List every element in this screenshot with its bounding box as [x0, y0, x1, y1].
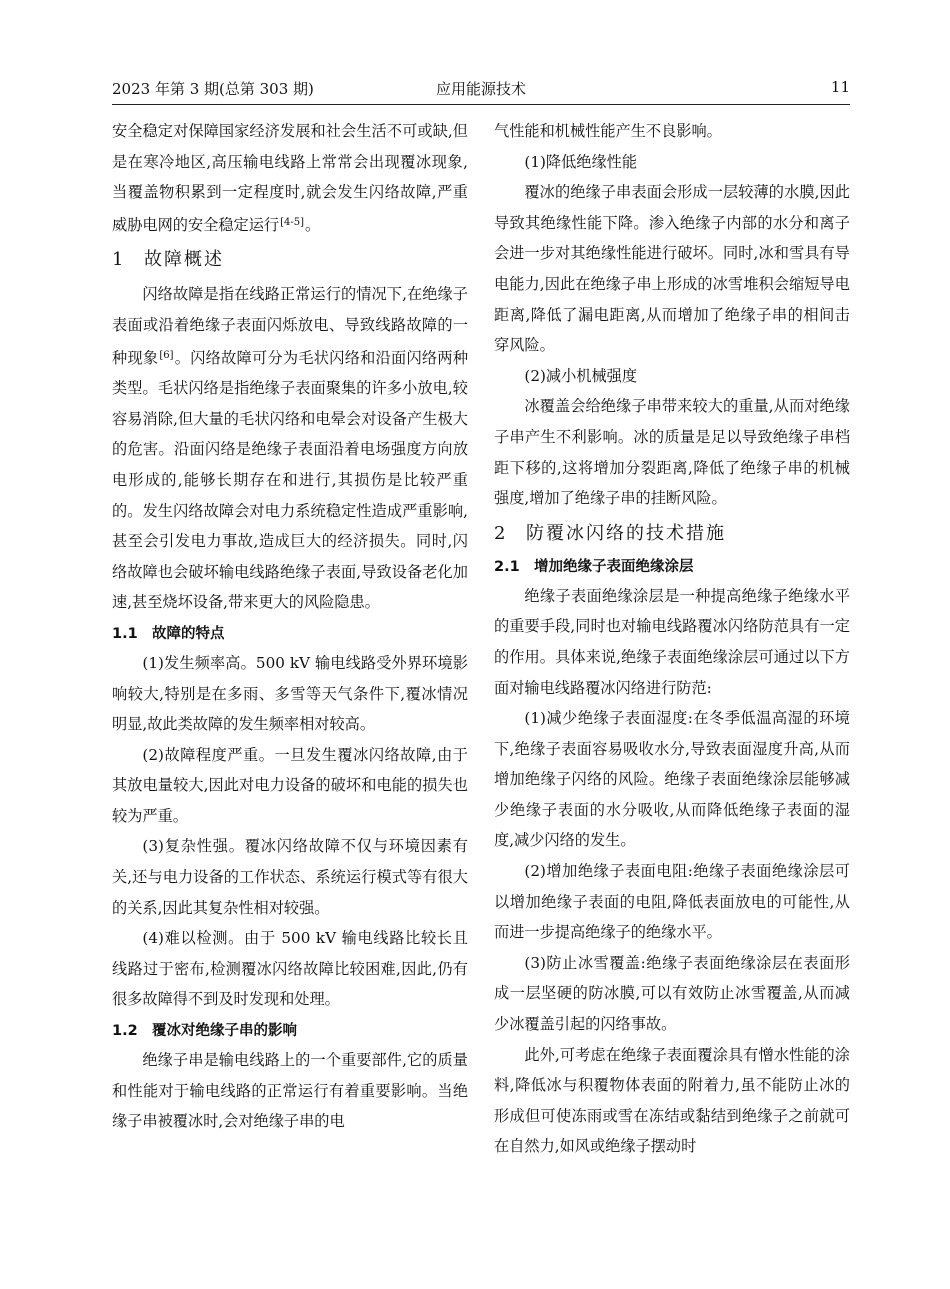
- paragraph: (3)防止冰雪覆盖:绝缘子表面绝缘涂层在表面形成一层坚硬的防冰膜,可以有效防止冰雪覆盖,从而减少冰覆盖引起的闪络事故。: [494, 953, 850, 1034]
- paragraph: 覆冰的绝缘子串表面会形成一层较薄的水膜,因此导致其绝缘性能下降。渗入绝缘子内部的水分和离子会进一步对其绝缘性能进行破坏。同时,冰和雪具有导电能力,因此在绝缘子串上形成的冰雪堆积会缩短导电距离,降低了漏电距离,从而增加了绝缘子串的相间击穿风险。: [494, 183, 850, 355]
- paragraph: 绝缘子串是输电线路上的一个重要部件,它的质量和性能对于输电线路的正常运行有着重要影响。当绝缘子串被覆冰时,会对绝缘子串的电: [112, 1051, 468, 1131]
- page-number: 11: [830, 78, 850, 96]
- paragraph: (4)难以检测。由于 500 kV 输电线路比较长且线路过于密布,检测覆冰闪络故障比较困难,因此,仍有很多故障得不到及时发现和处理。: [112, 929, 468, 1009]
- citation[interactable]: [6]: [159, 349, 174, 361]
- section-2-1-heading: 2.1 增加绝缘子表面绝缘涂层: [494, 558, 694, 575]
- intro-paragraph: 安全稳定对保障国家经济发展和社会生活不可或缺,但是在寒冷地区,高压输电线路上常常会出现覆冰现象,当覆盖物积累到一定程度时,就会发生闪络故障,严重威胁电网的安全稳定运行[4-5]。: [112, 122, 468, 234]
- paragraph: (1)减少绝缘子表面湿度:在冬季低温高湿的环境下,绝缘子表面容易吸收水分,导致表面湿度升高,从而增加绝缘子闪络的风险。绝缘子表面绝缘涂层能够减少绝缘子表面的水分吸收,从而降低绝缘子表面的湿度,减少闪络的发生。: [494, 709, 850, 850]
- left-column: [112, 116, 468, 1137]
- paragraph: 绝缘子表面绝缘涂层是一种提高绝缘子绝缘水平的重要手段,同时也对输电线路覆冰闪络防范具有一定的作用。具体来说,绝缘子表面绝缘涂层可通过以下方面对输电线路覆冰闪络进行防范:: [494, 586, 850, 697]
- paragraph: 气性能和机械性能产生不良影响。: [494, 122, 722, 140]
- running-header: [112, 72, 850, 105]
- section-2-heading: 2 防覆冰闪络的技术措施: [494, 522, 726, 544]
- right-column: [494, 116, 850, 1162]
- paragraph: 此外,可考虑在绝缘子表面覆涂具有憎水性能的涂料,降低冰与积覆物体表面的附着力,虽不能防止冰的形成但可使冻雨或雪在冻结或黏结到绝缘子之前就可在自然力,如风或绝缘子摆动时: [494, 1045, 850, 1156]
- sub-heading: (1)降低绝缘性能: [524, 152, 638, 171]
- section-1-heading: 1 故障概述: [112, 249, 224, 271]
- issue-info: 2023 年第 3 期(总第 303 期): [112, 80, 314, 98]
- paragraph: (2)故障程度严重。一旦发生覆冰闪络故障,由于其放电量较大,因此对电力设备的破坏和电能的损失也较为严重。: [112, 745, 468, 825]
- paragraph: (1)发生频率高。500 kV 输电线路受外界环境影响较大,特别是在多雨、多雪等天气条件下,覆冰情况明显,故此类故障的发生频率相对较高。: [112, 653, 468, 734]
- section-1-1-heading: 1.1 故障的特点: [112, 625, 225, 642]
- citation[interactable]: [4-5]: [280, 216, 304, 228]
- section-1-2-heading: 1.2 覆冰对绝缘子串的影响: [112, 1023, 297, 1040]
- journal-title: 应用能源技术: [435, 80, 526, 98]
- paragraph: (3)复杂性强。覆冰闪络故障不仅与环境因素有关,还与电力设备的工作状态、系统运行模式等有很大的关系,因此其复杂性相对较强。: [112, 837, 468, 917]
- section-1-paragraph: 闪络故障是指在线路正常运行的情况下,在绝缘子表面或沿着绝缘子表面闪烁放电、导致线路故障的一种现象[6]。闪络故障可分为毛状闪络和沿面闪络两种类型。毛状闪络是指绝缘子表面聚集的许多小放电,较容易消除,但大量的毛状闪络和电晕会对设备产生极大的危害。沿面闪络是绝缘子表面沿着电场强度方向放电形成的,能够长期存在和进行,其损伤是比较严重的。发生闪络故障会对电力系统稳定性造成严重影响,甚至会引发电力事故,造成巨大的经济损失。同时,闪络故障也会破坏输电线路绝缘子表面,导致设备老化加速,甚至烧坏设备,带来更大的风险隐患。: [112, 285, 469, 612]
- sub-heading: (2)减小机械强度: [524, 366, 638, 385]
- paragraph: (2)增加绝缘子表面电阻:绝缘子表面绝缘涂层可以增加绝缘子表面的电阻,降低表面放电的可能性,从而进一步提高绝缘子的绝缘水平。: [494, 862, 850, 942]
- paragraph: 冰覆盖会给绝缘子串带来较大的重量,从而对绝缘子串产生不利影响。冰的质量是足以导致绝缘子串档距下移的,这将增加分裂距离,降低了绝缘子串的机械强度,增加了绝缘子串的挂断风险。: [494, 397, 850, 508]
